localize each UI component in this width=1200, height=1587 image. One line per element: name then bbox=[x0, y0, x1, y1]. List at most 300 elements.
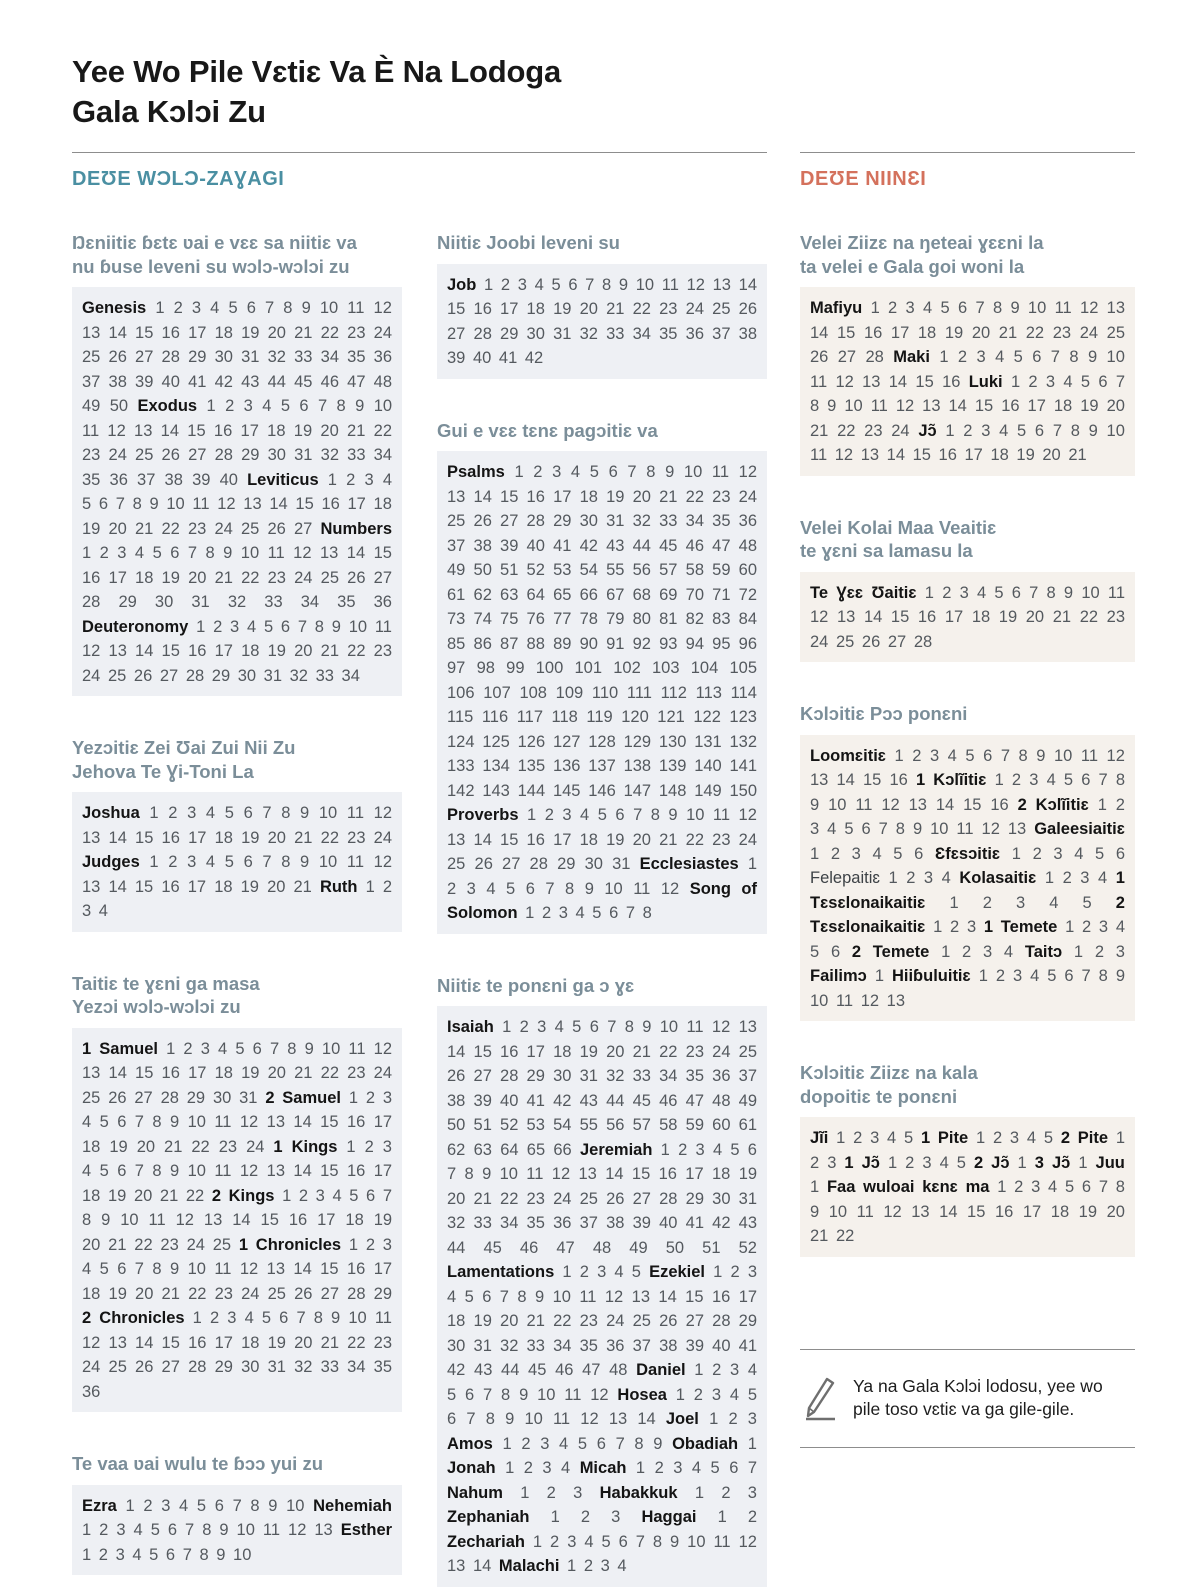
chapter-link[interactable]: 50 bbox=[665, 1238, 685, 1257]
chapter-link[interactable]: 36 bbox=[82, 1382, 101, 1401]
chapter-link[interactable]: 9 bbox=[642, 1018, 652, 1036]
chapter-link[interactable]: 29 bbox=[118, 593, 137, 611]
chapter-link[interactable]: 4 bbox=[534, 275, 544, 294]
chapter-link[interactable]: 31 bbox=[579, 1067, 598, 1085]
chapter-link[interactable]: 4 bbox=[614, 1263, 624, 1281]
chapter-link[interactable]: 39 bbox=[192, 470, 211, 489]
chapter-link[interactable]: 38 bbox=[164, 470, 183, 489]
chapter-link[interactable]: 21 bbox=[294, 1064, 313, 1082]
chapter-link[interactable]: 30 bbox=[579, 512, 598, 530]
book-name[interactable]: 3 Jɔ̃ bbox=[1034, 1153, 1071, 1172]
chapter-link[interactable]: 9 bbox=[584, 879, 594, 898]
chapter-link[interactable]: 24 bbox=[738, 830, 758, 849]
chapter-link[interactable]: 12 bbox=[981, 820, 1000, 838]
chapter-link[interactable]: 9 bbox=[653, 1434, 663, 1453]
chapter-link[interactable]: 35 bbox=[347, 348, 366, 366]
chapter-link[interactable]: 11 bbox=[148, 1211, 166, 1229]
chapter-link[interactable]: 8 bbox=[992, 299, 1003, 317]
chapter-link[interactable]: 8 bbox=[895, 820, 905, 838]
chapter-link[interactable]: 4 bbox=[554, 1018, 564, 1036]
chapter-link[interactable]: 29 bbox=[557, 855, 576, 873]
chapter-link[interactable]: 16 bbox=[473, 300, 492, 318]
chapter-link[interactable]: 2 bbox=[982, 893, 992, 912]
chapter-link[interactable]: 104 bbox=[690, 659, 719, 677]
chapter-link[interactable]: 7 bbox=[747, 1459, 758, 1477]
chapter-link[interactable]: 31 bbox=[241, 348, 260, 366]
chapter-link[interactable]: 9 bbox=[505, 1410, 515, 1428]
book-name[interactable]: Micah bbox=[579, 1459, 627, 1477]
chapter-link[interactable]: 35 bbox=[659, 324, 678, 343]
chapter-link[interactable]: 37 bbox=[579, 1214, 598, 1232]
chapter-link[interactable]: 16 bbox=[321, 495, 340, 513]
chapter-link[interactable]: 40 bbox=[712, 1336, 731, 1355]
chapter-link[interactable]: 1 bbox=[1115, 1129, 1126, 1147]
chapter-link[interactable]: 46 bbox=[659, 1091, 678, 1110]
book-name[interactable]: Jeremiah bbox=[579, 1140, 653, 1159]
chapter-link[interactable]: 1 bbox=[810, 844, 820, 863]
chapter-link[interactable]: 1 bbox=[196, 617, 206, 636]
chapter-link[interactable]: 16 bbox=[500, 1042, 519, 1061]
chapter-link[interactable]: 12 bbox=[239, 1260, 259, 1278]
chapter-link[interactable]: 35 bbox=[685, 1067, 704, 1085]
chapter-link[interactable]: 10 bbox=[373, 397, 393, 415]
chapter-link[interactable]: 6 bbox=[1081, 771, 1091, 789]
chapter-link[interactable]: 1 bbox=[192, 1309, 202, 1327]
chapter-link[interactable]: 2 bbox=[747, 1508, 758, 1526]
chapter-link[interactable]: 7 bbox=[878, 820, 888, 838]
chapter-link[interactable]: 23 bbox=[1106, 608, 1126, 626]
book-name[interactable]: Isaiah bbox=[447, 1018, 494, 1036]
chapter-link[interactable]: 50 bbox=[109, 397, 129, 415]
chapter-link[interactable]: 3 bbox=[117, 544, 127, 562]
chapter-link[interactable]: 3 bbox=[230, 617, 240, 636]
chapter-link[interactable]: 6 bbox=[1011, 583, 1021, 602]
chapter-link[interactable]: 47 bbox=[582, 1361, 601, 1379]
chapter-link[interactable]: 4 bbox=[179, 1496, 189, 1515]
chapter-link[interactable]: 2 bbox=[209, 1309, 220, 1327]
chapter-link[interactable]: 47 bbox=[685, 1091, 704, 1110]
chapter-link[interactable]: 34 bbox=[500, 1214, 519, 1232]
chapter-link[interactable]: 24 bbox=[108, 446, 127, 464]
chapter-link[interactable]: 16 bbox=[711, 1287, 731, 1306]
chapter-link[interactable]: 5 bbox=[631, 1263, 641, 1281]
chapter-link[interactable]: 2 bbox=[730, 1263, 740, 1281]
chapter-link[interactable]: 11 bbox=[810, 446, 828, 464]
chapter-link[interactable]: 22 bbox=[685, 487, 704, 506]
chapter-link[interactable]: 23 bbox=[82, 446, 101, 464]
chapter-link[interactable]: 1 bbox=[975, 1129, 986, 1147]
chapter-link[interactable]: 109 bbox=[555, 683, 584, 702]
chapter-link[interactable]: 96 bbox=[738, 634, 758, 653]
chapter-link[interactable]: 3 bbox=[364, 470, 374, 489]
chapter-link[interactable]: 98 bbox=[476, 659, 495, 677]
chapter-link[interactable]: 2 bbox=[693, 1385, 703, 1404]
chapter-link[interactable]: 6 bbox=[252, 1039, 262, 1058]
chapter-link[interactable]: 16 bbox=[346, 1162, 366, 1180]
chapter-link[interactable]: 100 bbox=[535, 659, 564, 677]
chapter-link[interactable]: 30 bbox=[214, 348, 233, 366]
chapter-link[interactable]: 9 bbox=[169, 1113, 180, 1131]
chapter-link[interactable]: 12 bbox=[738, 806, 757, 824]
chapter-link[interactable]: 1 bbox=[874, 967, 884, 985]
chapter-link[interactable]: 9 bbox=[149, 495, 159, 513]
chapter-link[interactable]: 14 bbox=[472, 1557, 492, 1575]
chapter-link[interactable]: 19 bbox=[241, 1064, 260, 1082]
chapter-link[interactable]: 16 bbox=[288, 1211, 308, 1229]
chapter-link[interactable]: 18 bbox=[82, 1284, 101, 1303]
chapter-link[interactable]: 13 bbox=[108, 1333, 127, 1352]
chapter-link[interactable]: 26 bbox=[267, 519, 286, 538]
chapter-link[interactable]: 15 bbox=[974, 397, 994, 415]
chapter-link[interactable]: 14 bbox=[232, 1211, 251, 1229]
chapter-link[interactable]: 4 bbox=[1026, 1129, 1037, 1147]
book-name[interactable]: Ruth bbox=[319, 877, 358, 896]
chapter-link[interactable]: 29 bbox=[373, 1284, 393, 1303]
chapter-link[interactable]: 97 bbox=[447, 659, 466, 677]
chapter-link[interactable]: 5 bbox=[956, 1153, 966, 1172]
chapter-link[interactable]: 7 bbox=[483, 1385, 493, 1404]
chapter-link[interactable]: 5 bbox=[592, 904, 602, 922]
chapter-link[interactable]: 17 bbox=[187, 877, 207, 896]
chapter-link[interactable]: 19 bbox=[944, 323, 964, 342]
chapter-link[interactable]: 5 bbox=[965, 746, 975, 765]
chapter-link[interactable]: 3 bbox=[466, 879, 476, 898]
chapter-link[interactable]: 6 bbox=[447, 1410, 457, 1428]
chapter-link[interactable]: 37 bbox=[137, 470, 156, 489]
book-name[interactable]: 1 Samuel bbox=[82, 1039, 158, 1058]
chapter-link[interactable]: 62 bbox=[473, 585, 492, 604]
chapter-link[interactable]: 22 bbox=[685, 830, 704, 849]
chapter-link[interactable]: 12 bbox=[1080, 299, 1099, 317]
chapter-link[interactable]: 38 bbox=[473, 536, 492, 555]
chapter-link[interactable]: 2 bbox=[957, 348, 968, 366]
chapter-link[interactable]: 5 bbox=[551, 275, 561, 294]
chapter-link[interactable]: 27 bbox=[887, 632, 907, 651]
chapter-link[interactable]: 79 bbox=[606, 610, 625, 628]
chapter-link[interactable]: 4 bbox=[1063, 372, 1073, 391]
chapter-link[interactable]: 6 bbox=[1032, 348, 1042, 366]
chapter-link[interactable]: 3 bbox=[929, 746, 940, 765]
chapter-link[interactable]: 3 bbox=[905, 299, 915, 317]
chapter-link[interactable]: 20 bbox=[1106, 1202, 1125, 1221]
chapter-link[interactable]: 1 bbox=[945, 421, 955, 440]
chapter-link[interactable]: 88 bbox=[526, 634, 545, 653]
chapter-link[interactable]: 2 bbox=[225, 397, 235, 415]
chapter-link[interactable]: 57 bbox=[659, 561, 678, 579]
chapter-link[interactable]: 12 bbox=[604, 1287, 624, 1306]
chapter-link[interactable]: 8 bbox=[202, 1521, 212, 1539]
chapter-link[interactable]: 19 bbox=[579, 1042, 598, 1061]
chapter-link[interactable]: 8 bbox=[336, 397, 346, 415]
book-name[interactable]: Mafiyu bbox=[810, 299, 863, 317]
chapter-link[interactable]: 5 bbox=[810, 942, 820, 961]
chapter-link[interactable]: 23 bbox=[526, 1189, 545, 1208]
chapter-link[interactable]: 23 bbox=[347, 828, 366, 847]
chapter-link[interactable]: 8 bbox=[565, 879, 575, 898]
chapter-link[interactable]: 9 bbox=[665, 463, 675, 481]
chapter-link[interactable]: 1 bbox=[1073, 942, 1084, 961]
chapter-link[interactable]: 5 bbox=[150, 1521, 160, 1539]
chapter-link[interactable]: 8 bbox=[152, 1260, 162, 1278]
chapter-link[interactable]: 8 bbox=[82, 1211, 92, 1229]
chapter-link[interactable]: 38 bbox=[606, 1214, 625, 1232]
chapter-link[interactable]: 4 bbox=[1046, 771, 1056, 789]
chapter-link[interactable]: 20 bbox=[1106, 397, 1125, 415]
chapter-link[interactable]: 7 bbox=[585, 275, 595, 294]
chapter-link[interactable]: 24 bbox=[1079, 323, 1099, 342]
chapter-link[interactable]: 26 bbox=[474, 855, 493, 873]
chapter-link[interactable]: 17 bbox=[188, 1064, 207, 1082]
chapter-link[interactable]: 9 bbox=[223, 544, 233, 562]
chapter-link[interactable]: 5 bbox=[1047, 967, 1057, 985]
chapter-link[interactable]: 12 bbox=[895, 397, 915, 415]
chapter-link[interactable]: 39 bbox=[473, 1091, 492, 1110]
chapter-link[interactable]: 17 bbox=[373, 1260, 393, 1278]
chapter-link[interactable]: 23 bbox=[579, 1312, 598, 1330]
chapter-link[interactable]: 15 bbox=[500, 487, 519, 506]
chapter-link[interactable]: 11 bbox=[633, 879, 651, 898]
chapter-link[interactable]: 14 bbox=[293, 1260, 312, 1278]
chapter-link[interactable]: 8 bbox=[132, 495, 142, 513]
chapter-link[interactable]: 3 bbox=[1031, 1178, 1041, 1196]
chapter-link[interactable]: 7 bbox=[1052, 421, 1063, 440]
chapter-link[interactable]: 14 bbox=[108, 828, 127, 847]
chapter-link[interactable]: 32 bbox=[294, 1358, 313, 1376]
chapter-link[interactable]: 31 bbox=[473, 1336, 492, 1355]
chapter-link[interactable]: 8 bbox=[517, 1287, 527, 1306]
chapter-link[interactable]: 38 bbox=[738, 324, 758, 343]
chapter-link[interactable]: 13 bbox=[203, 1211, 223, 1229]
chapter-link[interactable]: 2 bbox=[346, 470, 356, 489]
chapter-link[interactable]: 4 bbox=[1030, 967, 1040, 985]
chapter-link[interactable]: 14 bbox=[293, 1113, 312, 1131]
chapter-link[interactable]: 7 bbox=[187, 544, 198, 562]
chapter-link[interactable]: 15 bbox=[863, 771, 882, 789]
chapter-link[interactable]: 83 bbox=[712, 610, 731, 628]
chapter-link[interactable]: 6 bbox=[98, 495, 109, 513]
chapter-link[interactable]: 22 bbox=[500, 1189, 519, 1208]
book-name[interactable]: 1 Jɔ̃ bbox=[844, 1153, 880, 1172]
chapter-link[interactable]: 1 bbox=[941, 942, 951, 961]
chapter-link[interactable]: 7 bbox=[545, 879, 555, 898]
chapter-link[interactable]: 4 bbox=[941, 869, 951, 887]
chapter-link[interactable]: 4 bbox=[995, 348, 1005, 366]
chapter-link[interactable]: 1 bbox=[550, 1508, 560, 1526]
chapter-link[interactable]: 18 bbox=[241, 642, 260, 660]
chapter-link[interactable]: 1 bbox=[1017, 1153, 1027, 1172]
chapter-link[interactable]: 35 bbox=[526, 1214, 545, 1232]
chapter-link[interactable]: 5 bbox=[730, 1140, 740, 1159]
chapter-link[interactable]: 19 bbox=[293, 421, 313, 440]
chapter-link[interactable]: 34 bbox=[320, 348, 339, 366]
chapter-link[interactable]: 8 bbox=[1046, 583, 1056, 602]
chapter-link[interactable]: 3 bbox=[922, 1153, 932, 1172]
chapter-link[interactable]: 24 bbox=[606, 1312, 625, 1330]
chapter-link[interactable]: 34 bbox=[685, 512, 704, 530]
chapter-link[interactable]: 1 bbox=[155, 299, 165, 317]
book-name[interactable]: Jĩi bbox=[810, 1129, 829, 1147]
book-name[interactable]: Malachi bbox=[498, 1557, 560, 1575]
chapter-link[interactable]: 26 bbox=[347, 568, 366, 587]
chapter-link[interactable]: 2 bbox=[447, 879, 457, 898]
chapter-link[interactable]: 24 bbox=[246, 1137, 265, 1156]
chapter-link[interactable]: 3 bbox=[1045, 372, 1056, 391]
chapter-link[interactable]: 13 bbox=[631, 1287, 650, 1306]
chapter-link[interactable]: 6 bbox=[246, 299, 256, 317]
chapter-link[interactable]: 11 bbox=[267, 544, 285, 562]
chapter-link[interactable]: 4 bbox=[1074, 844, 1084, 863]
chapter-link[interactable]: 14 bbox=[888, 372, 908, 391]
chapter-link[interactable]: 54 bbox=[553, 1116, 572, 1134]
chapter-link[interactable]: 1 bbox=[166, 1039, 176, 1058]
chapter-link[interactable]: 32 bbox=[500, 1336, 519, 1355]
chapter-link[interactable]: 10 bbox=[187, 1113, 206, 1131]
chapter-link[interactable]: 22 bbox=[632, 300, 651, 318]
chapter-link[interactable]: 27 bbox=[161, 1358, 180, 1376]
chapter-link[interactable]: 48 bbox=[712, 1091, 731, 1110]
chapter-link[interactable]: 22 bbox=[347, 1333, 366, 1352]
chapter-link[interactable]: 36 bbox=[553, 1214, 572, 1232]
chapter-link[interactable]: 150 bbox=[729, 781, 758, 800]
chapter-link[interactable]: 25 bbox=[267, 1284, 286, 1303]
chapter-link[interactable]: 1 bbox=[1065, 918, 1075, 936]
chapter-link[interactable]: 10 bbox=[286, 1496, 305, 1515]
chapter-link[interactable]: 3 bbox=[976, 348, 986, 366]
book-name[interactable]: Nahum bbox=[447, 1483, 503, 1502]
chapter-link[interactable]: 11 bbox=[348, 1039, 366, 1058]
book-name[interactable]: Haggai bbox=[641, 1508, 697, 1526]
chapter-link[interactable]: 20 bbox=[500, 1312, 519, 1330]
chapter-link[interactable]: 85 bbox=[447, 634, 466, 653]
chapter-link[interactable]: 2 bbox=[579, 1263, 589, 1281]
chapter-link[interactable]: 3 bbox=[552, 463, 562, 481]
chapter-link[interactable]: 11 bbox=[661, 275, 679, 294]
chapter-link[interactable]: 10 bbox=[828, 1202, 848, 1221]
chapter-link[interactable]: 6 bbox=[861, 820, 871, 838]
chapter-link[interactable]: 9 bbox=[300, 853, 310, 871]
chapter-link[interactable]: 25 bbox=[632, 1312, 651, 1330]
chapter-link[interactable]: 9 bbox=[304, 1039, 314, 1058]
chapter-link[interactable]: 20 bbox=[447, 1189, 466, 1208]
chapter-link[interactable]: 60 bbox=[712, 1116, 731, 1134]
chapter-link[interactable]: 5 bbox=[577, 1434, 588, 1453]
chapter-link[interactable]: 19 bbox=[373, 1211, 393, 1229]
chapter-link[interactable]: 52 bbox=[526, 561, 545, 579]
chapter-link[interactable]: 7 bbox=[1000, 746, 1011, 765]
chapter-link[interactable]: 20 bbox=[1025, 608, 1045, 626]
chapter-link[interactable]: 13 bbox=[712, 275, 731, 294]
chapter-link[interactable]: 5 bbox=[1043, 1129, 1054, 1147]
chapter-link[interactable]: 16 bbox=[161, 828, 180, 847]
chapter-link[interactable]: 44 bbox=[606, 1091, 625, 1110]
chapter-link[interactable]: 5 bbox=[601, 1532, 611, 1551]
chapter-link[interactable]: 27 bbox=[188, 446, 207, 464]
chapter-link[interactable]: 90 bbox=[579, 634, 598, 653]
chapter-link[interactable]: 17 bbox=[500, 300, 519, 318]
chapter-link[interactable]: 23 bbox=[218, 1137, 238, 1156]
chapter-link[interactable]: 36 bbox=[738, 512, 758, 530]
chapter-link[interactable]: 9 bbox=[1088, 421, 1098, 440]
chapter-link[interactable]: 2 bbox=[912, 746, 922, 765]
chapter-link[interactable]: 12 bbox=[711, 1018, 731, 1036]
chapter-link[interactable]: 3 bbox=[187, 853, 197, 871]
chapter-link[interactable]: 20 bbox=[606, 1042, 625, 1061]
chapter-link[interactable]: 2 bbox=[1011, 771, 1022, 789]
chapter-link[interactable]: 5 bbox=[1082, 893, 1092, 912]
chapter-link[interactable]: 43 bbox=[606, 536, 625, 555]
book-name[interactable]: Loomɛitiɛ bbox=[810, 746, 886, 765]
chapter-link[interactable]: 13 bbox=[82, 828, 101, 847]
chapter-link[interactable]: 4 bbox=[939, 1153, 949, 1172]
chapter-link[interactable]: 3 bbox=[1029, 771, 1039, 789]
chapter-link[interactable]: 7 bbox=[1098, 1178, 1109, 1196]
chapter-link[interactable]: 3 bbox=[540, 1434, 550, 1453]
chapter-link[interactable]: 28 bbox=[347, 1284, 366, 1303]
chapter-link[interactable]: 52 bbox=[738, 1238, 757, 1257]
chapter-link[interactable]: 1 bbox=[1078, 1153, 1088, 1172]
chapter-link[interactable]: 70 bbox=[685, 585, 704, 604]
chapter-link[interactable]: 3 bbox=[981, 421, 991, 440]
chapter-link[interactable]: 5 bbox=[893, 844, 903, 863]
chapter-link[interactable]: 142 bbox=[447, 781, 475, 800]
chapter-link[interactable]: 8 bbox=[1098, 967, 1108, 985]
chapter-link[interactable]: 1 bbox=[1010, 372, 1021, 391]
chapter-link[interactable]: 3 bbox=[747, 1483, 757, 1502]
chapter-link[interactable]: 7 bbox=[975, 299, 985, 317]
chapter-link[interactable]: 19 bbox=[738, 1165, 758, 1183]
chapter-link[interactable]: 3 bbox=[1009, 1129, 1020, 1147]
chapter-link[interactable]: 1 bbox=[82, 1521, 92, 1539]
chapter-link[interactable]: 23 bbox=[1052, 323, 1072, 342]
chapter-link[interactable]: 3 bbox=[382, 1088, 393, 1107]
chapter-link[interactable]: 72 bbox=[738, 585, 758, 604]
chapter-link[interactable]: 10 bbox=[187, 1260, 206, 1278]
chapter-link[interactable]: 18 bbox=[82, 1186, 101, 1205]
chapter-link[interactable]: 25 bbox=[212, 1235, 232, 1254]
book-name[interactable]: Hosea bbox=[617, 1385, 667, 1404]
chapter-link[interactable]: 18 bbox=[447, 1312, 466, 1330]
chapter-link[interactable]: 3 bbox=[573, 1483, 583, 1502]
chapter-link[interactable]: 2 bbox=[523, 1459, 533, 1477]
chapter-link[interactable]: 35 bbox=[337, 593, 356, 611]
chapter-link[interactable]: 26 bbox=[108, 348, 127, 366]
chapter-link[interactable]: 17 bbox=[526, 1042, 545, 1061]
chapter-link[interactable]: 21 bbox=[159, 1186, 179, 1205]
chapter-link[interactable]: 14 bbox=[886, 446, 905, 464]
book-name[interactable]: Daniel bbox=[636, 1361, 686, 1379]
chapter-link[interactable]: 7 bbox=[297, 617, 308, 636]
chapter-link[interactable]: 10 bbox=[319, 299, 339, 317]
chapter-link[interactable]: 106 bbox=[447, 683, 475, 702]
chapter-link[interactable]: 3 bbox=[673, 1459, 683, 1477]
chapter-link[interactable]: 4 bbox=[872, 844, 882, 863]
chapter-link[interactable]: 31 bbox=[239, 1088, 258, 1107]
chapter-link[interactable]: 13 bbox=[608, 1410, 628, 1428]
chapter-link[interactable]: 15 bbox=[836, 323, 856, 342]
chapter-link[interactable]: 24 bbox=[82, 666, 101, 685]
chapter-link[interactable]: 2 bbox=[654, 1459, 664, 1477]
chapter-link[interactable]: 117 bbox=[516, 708, 543, 726]
chapter-link[interactable]: 5 bbox=[572, 1018, 582, 1036]
chapter-link[interactable]: 65 bbox=[553, 585, 572, 604]
chapter-link[interactable]: 2 bbox=[942, 583, 952, 602]
chapter-link[interactable]: 48 bbox=[738, 536, 758, 555]
chapter-link[interactable]: 45 bbox=[294, 372, 313, 391]
chapter-link[interactable]: 129 bbox=[623, 732, 652, 751]
chapter-link[interactable]: 48 bbox=[609, 1361, 628, 1379]
chapter-link[interactable]: 14 bbox=[738, 275, 758, 294]
book-name[interactable]: Habakkuk bbox=[599, 1483, 678, 1502]
